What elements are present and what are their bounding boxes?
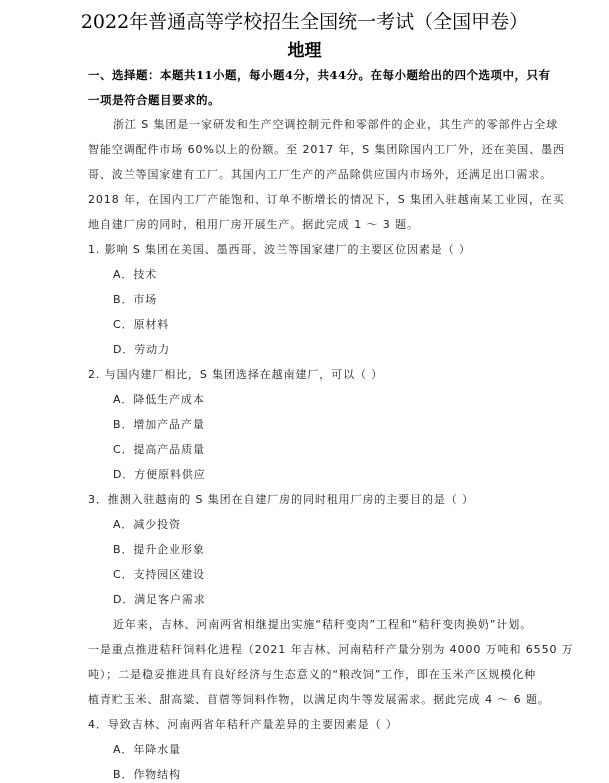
question-2-option-b: B．增加产品产量 bbox=[113, 418, 205, 431]
question-3-option-b: B．提升企业形象 bbox=[113, 543, 205, 556]
question-1-option-b: B．市场 bbox=[113, 293, 158, 306]
passage2-line: 吨）；二是稳妥推进具有良好经济与生态意义的“粮改饲”工作，即在玉米产区规模化种 bbox=[88, 668, 536, 681]
passage1-line: 哥、波兰等国家建有工厂。其国内工厂生产的产品除供应国内市场外，还满足出口需求。 bbox=[88, 168, 553, 181]
passage1-line: 智能空调配件市场 60%以上的份额。至 2017 年，S 集团除国内工厂外，还在美国、墨西 bbox=[88, 143, 565, 156]
passage2-line: 近年来，吉林、河南两省相继提出实施“秸秆变肉”工程和“秸秆变肉换奶”计划。 bbox=[113, 618, 533, 631]
question-1-stem: 1. 影响 S 集团在美国、墨西哥、波兰等国家建厂的主要区位因素是（ ） bbox=[88, 243, 471, 256]
exam-title: 2022年普通高等学校招生全国统一考试（全国甲卷） bbox=[80, 11, 529, 33]
section-instruction-line-1: 一、选择题：本题共11小题，每小题4分，共44分。在每小题给出的四个选项中，只有 bbox=[88, 68, 551, 82]
question-1-option-a: A．技术 bbox=[113, 268, 158, 281]
question-3-stem: 3．推测入驻越南的 S 集团在自建厂房的同时租用厂房的主要目的是（ ） bbox=[88, 493, 474, 506]
passage2-line: 一是重点推进秸秆饲料化进程（2021 年吉林、河南秸秆产量分别为 4000 万吨和 6550 万 bbox=[88, 643, 574, 656]
question-2-stem: 2. 与国内建厂相比，S 集团选择在越南建厂，可以（ ） bbox=[88, 368, 384, 381]
passage2-line: 植青贮玉米、甜高粱、苜蓿等饲料作物，以满足肉牛等发展需求。据此完成 4 ～ 6 题。 bbox=[88, 693, 550, 706]
question-3-option-a: A．减少投资 bbox=[113, 518, 181, 531]
subject-title: 地理 bbox=[287, 41, 322, 61]
section-instruction-line-2: 一项是符合题目要求的。 bbox=[88, 93, 220, 107]
passage1-line: 2018 年，在国内工厂产能饱和、订单不断增长的情况下，S 集团入驻越南某工业园，在买 bbox=[88, 193, 565, 206]
question-4-option-b: B．作物结构 bbox=[113, 768, 181, 781]
question-3-option-d: D．满足客户需求 bbox=[113, 593, 206, 606]
passage1-line: 地自建厂房的同时，租用厂房开展生产。据此完成 1 ～ 3 题。 bbox=[88, 218, 419, 231]
question-3-option-c: C．支持园区建设 bbox=[113, 568, 205, 581]
question-1-option-d: D．劳动力 bbox=[113, 343, 170, 356]
question-4-option-a: A．年降水量 bbox=[113, 743, 181, 756]
question-2-option-a: A．降低生产成本 bbox=[113, 393, 205, 406]
question-2-option-d: D．方便原料供应 bbox=[113, 468, 206, 481]
question-2-option-c: C．提高产品质量 bbox=[113, 443, 205, 456]
question-4-stem: 4．导致吉林、河南两省年秸秆产量差异的主要因素是（ ） bbox=[88, 718, 398, 731]
passage1-line: 浙江 S 集团是一家研发和生产空调控制元件和零部件的企业，其生产的零部件占全球 bbox=[113, 118, 559, 131]
question-1-option-c: C．原材料 bbox=[113, 318, 170, 331]
